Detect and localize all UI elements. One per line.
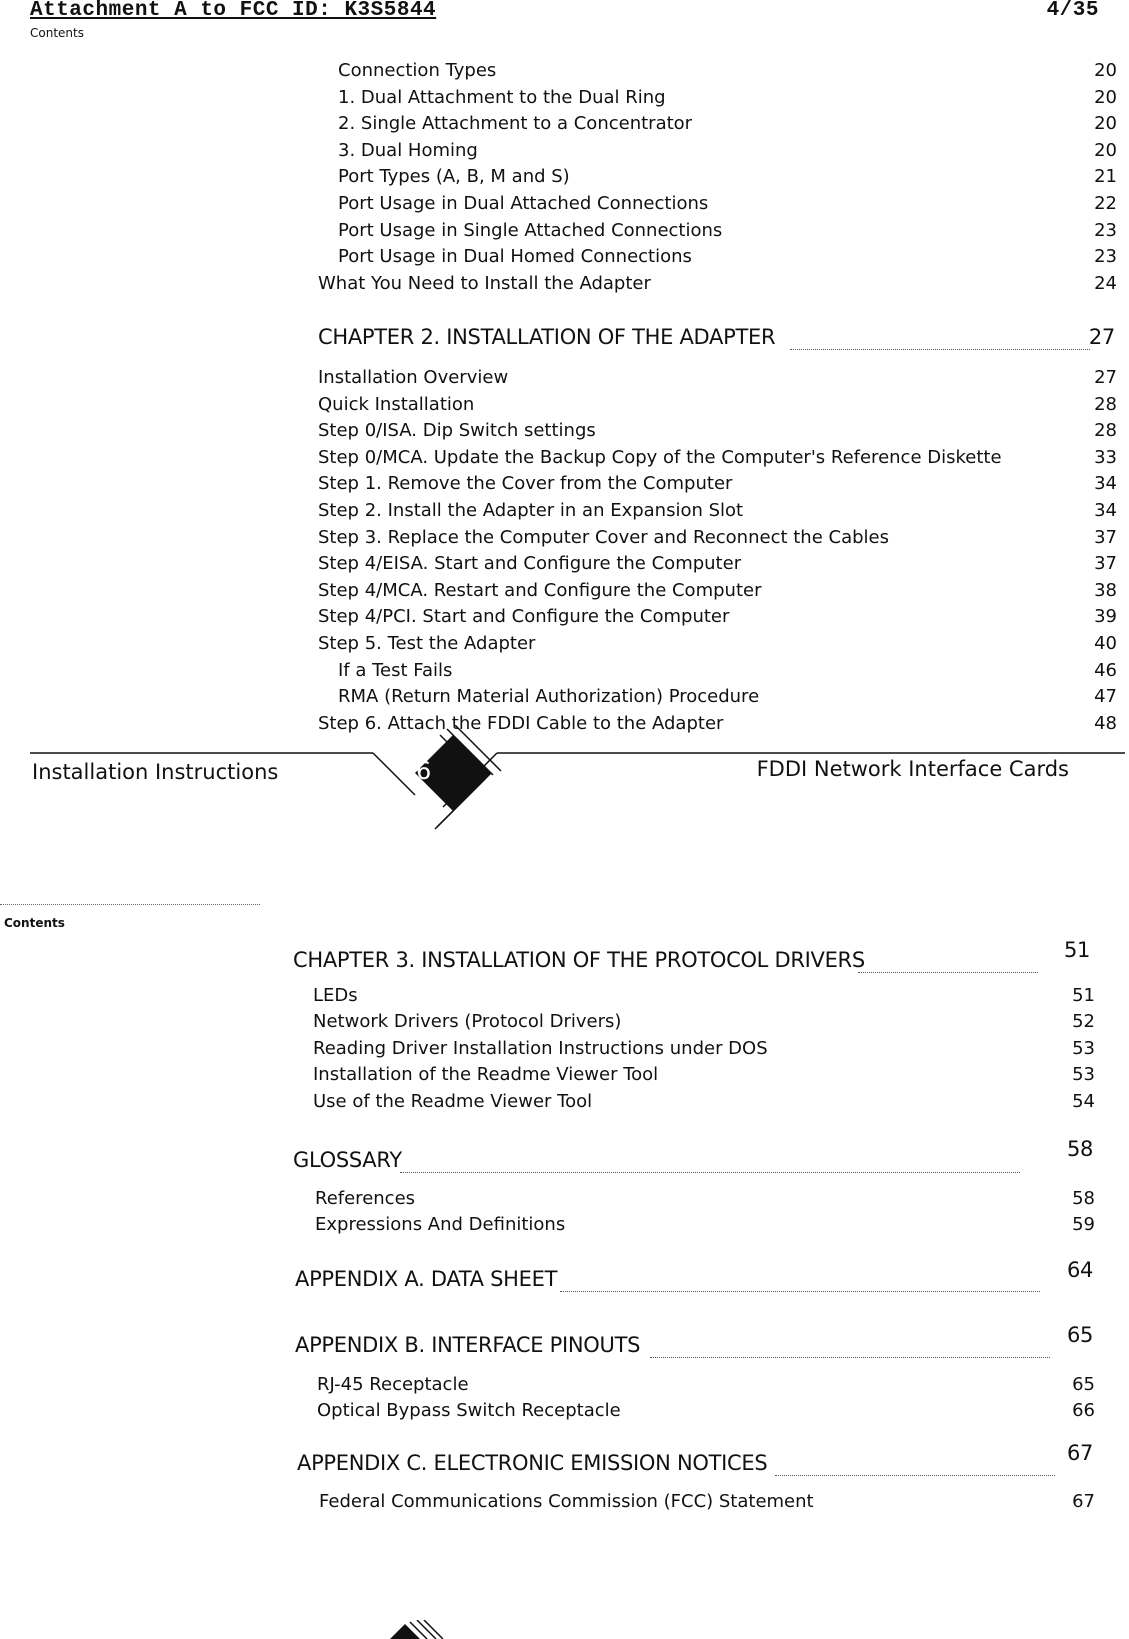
toc-entry-title: Step 3. Replace the Computer Cover and Reconnect the Cables <box>318 526 889 548</box>
toc-entry-title: Step 4/EISA. Start and Configure the Computer <box>318 553 742 575</box>
appendix-c-heading: APPENDIX C. ELECTRONIC EMISSION NOTICES <box>297 1451 768 1475</box>
toc-entry-page: 46 <box>1094 659 1117 681</box>
toc-entry <box>338 164 1117 191</box>
toc-entry-title: LEDs <box>313 985 358 1006</box>
toc-entry-page: 28 <box>1094 393 1117 415</box>
toc-entry-page: 38 <box>1094 579 1117 601</box>
toc-entry <box>318 471 1117 498</box>
toc-entry-title: RMA (Return Material Authorization) Procedure <box>338 686 760 708</box>
appendix-a-heading: APPENDIX A. DATA SHEET <box>295 1267 558 1291</box>
toc-entry-title: Step 2. Install the Adapter in an Expansion Slot <box>318 499 744 521</box>
chapter3-heading: CHAPTER 3. INSTALLATION OF THE PROTOCOL DRIVERS <box>293 948 865 972</box>
toc-entry <box>338 58 1117 85</box>
footer-right-text: FDDI Network Interface Cards <box>756 757 1069 781</box>
toc-entry <box>318 525 1117 552</box>
appendix-a-leader <box>560 1291 1040 1292</box>
toc-entry-page: 53 <box>1072 1064 1095 1086</box>
toc-entry <box>319 1489 1095 1515</box>
toc-entry <box>318 578 1117 605</box>
toc-entry-page: 47 <box>1094 686 1117 708</box>
toc-entry-page: 20 <box>1094 86 1117 108</box>
toc-entry-page: 51 <box>1072 985 1095 1006</box>
chapter3-page: 51 <box>1064 938 1091 962</box>
toc-entry <box>315 1186 1095 1212</box>
toc-entry-page: 34 <box>1094 473 1117 495</box>
toc-entry <box>318 271 1117 298</box>
document-page-count: 4/35 <box>1046 0 1099 22</box>
toc-entry <box>313 1089 1095 1115</box>
toc-entry-title: Quick Installation <box>318 393 475 415</box>
glossary-leader <box>400 1172 1020 1173</box>
toc-entry-title: References <box>315 1188 416 1209</box>
toc-entry-page: 34 <box>1094 499 1117 521</box>
toc-entry-title: Federal Communications Commission (FCC) Statement <box>319 1491 814 1512</box>
toc-entry-title: Step 1. Remove the Cover from the Computer <box>318 473 733 495</box>
toc-chapter1-continued <box>318 58 1117 297</box>
toc-entry <box>313 1062 1095 1088</box>
bottom-diamond-fragment-icon <box>380 1620 470 1639</box>
toc-appendix-b <box>317 1372 1095 1425</box>
footer-rule-graphic <box>25 725 1129 850</box>
toc-entry-title: Step 5. Test the Adapter <box>318 632 536 654</box>
footer-left-text: Installation Instructions <box>32 760 279 784</box>
toc-entry-title: Optical Bypass Switch Receptacle <box>317 1400 621 1422</box>
toc-glossary <box>315 1186 1095 1239</box>
toc-entry-title: Installation of the Readme Viewer Tool <box>313 1064 659 1086</box>
toc-entry-page: 52 <box>1072 1011 1095 1033</box>
toc-entry-page: 21 <box>1094 166 1117 188</box>
toc-entry <box>338 191 1117 218</box>
toc-entry-page: 20 <box>1094 60 1117 81</box>
toc-entry <box>317 1398 1095 1424</box>
toc-entry-page: 67 <box>1072 1491 1095 1512</box>
toc-entry <box>318 498 1117 525</box>
toc-entry-title: Port Types (A, B, M and S) <box>338 166 570 188</box>
chapter3-leader <box>858 972 1038 973</box>
toc-entry-title: Connection Types <box>338 60 497 81</box>
toc-entry-title: Step 0/ISA. Dip Switch settings <box>318 420 596 442</box>
toc-entry-page: 37 <box>1094 526 1117 548</box>
toc-entry <box>313 1036 1095 1062</box>
toc-entry-page: 24 <box>1094 272 1117 294</box>
toc-entry-page: 20 <box>1094 139 1117 161</box>
glossary-heading: GLOSSARY <box>293 1148 402 1172</box>
toc-entry-title: Network Drivers (Protocol Drivers) <box>313 1011 622 1033</box>
toc-entry-title: Port Usage in Single Attached Connections <box>338 219 723 241</box>
toc-entry-title: Use of the Readme Viewer Tool <box>313 1090 593 1112</box>
toc-entry <box>318 445 1117 472</box>
appendix-c-leader <box>775 1475 1055 1476</box>
chapter2-heading: CHAPTER 2. INSTALLATION OF THE ADAPTER <box>318 325 776 349</box>
toc-entry-page: 39 <box>1094 606 1117 628</box>
toc-entry-title: 3. Dual Homing <box>338 139 478 161</box>
toc-entry <box>318 604 1117 631</box>
toc-entry <box>338 658 1117 685</box>
toc-entry <box>313 1009 1095 1035</box>
toc-appendix-c <box>319 1489 1095 1515</box>
toc-entry-title: What You Need to Install the Adapter <box>318 272 651 294</box>
toc-entry-title: Step 4/PCI. Start and Configure the Computer <box>318 606 730 628</box>
toc-entry-page: 40 <box>1094 632 1117 654</box>
toc-entry-page: 20 <box>1094 113 1117 135</box>
toc-entry-title: Step 4/MCA. Restart and Configure the Computer <box>318 579 762 601</box>
toc-entry-page: 22 <box>1094 192 1117 214</box>
toc-entry-page: 66 <box>1072 1400 1095 1422</box>
toc-chapter2 <box>318 365 1117 737</box>
toc-entry-title: Reading Driver Installation Instructions under DOS <box>313 1037 768 1059</box>
toc-entry <box>338 111 1117 138</box>
contents-label-bottom: Contents <box>4 916 65 930</box>
glossary-page: 58 <box>1067 1137 1094 1161</box>
toc-entry <box>338 244 1117 271</box>
footer-page-number: 6 <box>416 757 432 785</box>
appendix-b-leader <box>650 1357 1050 1358</box>
toc-entry <box>313 983 1095 1009</box>
toc-entry <box>318 392 1117 419</box>
toc-entry <box>338 85 1117 112</box>
chapter2-page: 27 <box>1088 325 1115 349</box>
appendix-c-page: 67 <box>1067 1441 1094 1465</box>
contents-label-top: Contents <box>30 26 84 40</box>
toc-entry-page: 37 <box>1094 553 1117 575</box>
toc-entry-page: 48 <box>1094 712 1117 734</box>
toc-entry <box>317 1372 1095 1398</box>
toc-entry <box>338 138 1117 165</box>
toc-entry-title: Step 0/MCA. Update the Backup Copy of the Computer's Reference Diskette <box>318 446 1002 468</box>
toc-entry-page: 33 <box>1094 446 1117 468</box>
toc-entry-title: Expressions And Definitions <box>315 1214 566 1236</box>
toc-entry-page: 53 <box>1072 1037 1095 1059</box>
toc-chapter3 <box>313 983 1095 1115</box>
toc-entry-title: Port Usage in Dual Attached Connections <box>338 192 709 214</box>
toc-entry <box>315 1212 1095 1238</box>
appendix-b-heading: APPENDIX B. INTERFACE PINOUTS <box>295 1333 641 1357</box>
toc-entry-page: 23 <box>1094 246 1117 268</box>
toc-entry <box>318 631 1117 658</box>
toc-entry <box>338 218 1117 245</box>
toc-entry <box>318 551 1117 578</box>
toc-entry-page: 59 <box>1072 1214 1095 1236</box>
section-divider-dots <box>0 904 260 905</box>
toc-entry-title: Step 6. Attach the FDDI Cable to the Adapter <box>318 712 724 734</box>
chapter2-leader <box>790 349 1090 350</box>
toc-entry <box>338 684 1117 711</box>
toc-entry-title: Port Usage in Dual Homed Connections <box>338 246 692 268</box>
toc-entry <box>318 365 1117 392</box>
appendix-b-page: 65 <box>1067 1323 1094 1347</box>
toc-entry-page: 58 <box>1072 1188 1095 1209</box>
toc-entry-page: 28 <box>1094 420 1117 442</box>
toc-entry-page: 27 <box>1094 367 1117 388</box>
toc-entry-page: 23 <box>1094 219 1117 241</box>
toc-entry-title: RJ-45 Receptacle <box>317 1374 469 1395</box>
document-header-title: Attachment A to FCC ID: K3S5844 <box>30 0 437 22</box>
appendix-a-page: 64 <box>1067 1258 1094 1282</box>
toc-entry-title: 2. Single Attachment to a Concentrator <box>338 113 693 135</box>
toc-entry-title: Installation Overview <box>318 367 509 388</box>
toc-entry-title: 1. Dual Attachment to the Dual Ring <box>338 86 666 108</box>
toc-entry-page: 54 <box>1072 1090 1095 1112</box>
toc-entry-page: 65 <box>1072 1374 1095 1395</box>
toc-entry <box>318 418 1117 445</box>
toc-entry-title: If a Test Fails <box>338 659 453 681</box>
